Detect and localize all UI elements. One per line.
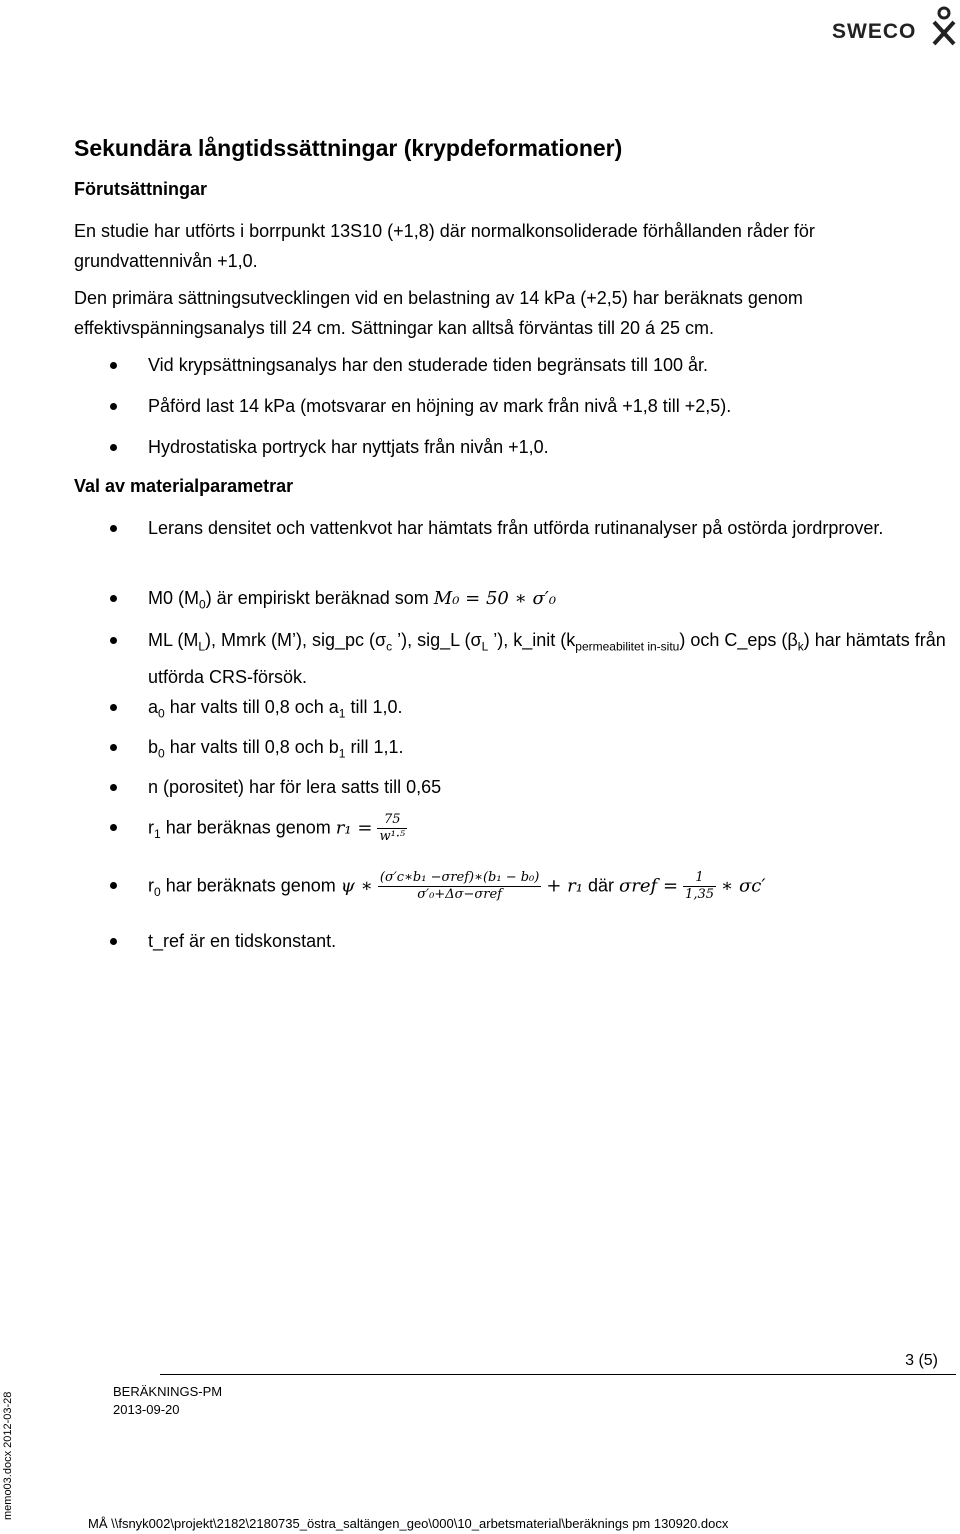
b2-text: M0 (M (148, 588, 199, 608)
sweco-mark-icon (931, 6, 957, 46)
b8-sub: 0 (154, 884, 161, 899)
footer-date: 2013-09-20 (113, 1402, 180, 1417)
footer-doc-type: BERÄKNINGS-PM (113, 1384, 223, 1399)
heading-materialparametrar: Val av materialparametrar (74, 476, 294, 496)
b3-a: ML (M (148, 630, 199, 650)
r0-numerator: (σ′c∗b₁ −σref)∗(b₁ − b₀) (379, 870, 540, 885)
b3-sub4: permeabilitet in-situ (575, 639, 680, 654)
bullet-creep-time: Vid krypsättningsanalys har den studerade tiden begränsats till 100 år. (148, 350, 948, 380)
formula-r1-lhs: r₁ = (335, 817, 373, 839)
b3-c: ’), sig_L (σ (392, 630, 482, 650)
bullet-a0 (148, 692, 948, 729)
bullet-crs-params (148, 625, 948, 692)
b4-sub1: 0 (158, 706, 165, 721)
r0-denominator: σ′₀+Δσ−σref (417, 887, 502, 902)
b4-c: till 1,0. (345, 697, 403, 717)
b5-b: har valts till 0,8 och b (164, 737, 339, 757)
b3-sub2: c (386, 639, 393, 654)
formula-psi: ψ ∗ (340, 875, 373, 897)
b8-b: har beräknats genom (160, 875, 341, 896)
paragraph-primary-settlement: Den primära sättningsutvecklingen vid en belastning av 14 kPa (+2,5) har beräknats genom effektivspänningsanalys till 24 cm. Sättningar kan alltså förväntas till 20 á 25 cm. (74, 288, 803, 338)
b3-f: ) har hämtats från utförda CRS-försök. (148, 630, 946, 687)
paragraph-study: En studie har utförts i borrpunkt 13S10 (+1,8) där normalkonsoliderade förhållanden råder för grundvattennivån +1,0. (74, 221, 815, 271)
b3-sub3: L (481, 639, 489, 654)
sweco-logo (832, 6, 957, 46)
formula-sigma-c: ∗ σc′ (721, 875, 766, 897)
bullet-load: Påförd last 14 kPa (motsvarar en höjning av mark från nivå +1,8 till +2,5). (148, 391, 948, 421)
b3-sub5: k (797, 639, 804, 654)
b5-a: b (148, 737, 159, 757)
bullet-r0 (148, 870, 948, 907)
bullet-porosity: n (porositet) har för lera satts till 0,65 (148, 772, 948, 802)
b3-b: ), Mmrk (M’), sig_pc (σ (205, 630, 387, 650)
logo-text: SWECO (832, 20, 917, 43)
b5-c: rill 1,1. (345, 737, 404, 757)
b8-dar: där (582, 875, 620, 896)
r1-numerator: 75 (377, 812, 407, 829)
bullet-tref: t_ref är en tidskonstant. (148, 926, 948, 956)
template-label: memo03.docx 2012-03-28 (2, 1391, 14, 1520)
b5-sub2: 1 (338, 746, 346, 761)
bullet-pore-pressure: Hydrostatiska portryck har nyttjats från nivån +1,0. (148, 432, 948, 462)
formula-r0-fraction (378, 870, 541, 903)
b5-sub1: 0 (158, 746, 165, 761)
formula-r1-fraction (377, 812, 407, 845)
template-label-container (0, 1380, 20, 1520)
footer-file-path: MÅ \\fsnyk002\projekt\2182\2180735_östra_saltängen_geo\000\10_arbetsmaterial\beräknings pm 130920.docx (88, 1516, 729, 1531)
b8-a: r (148, 875, 154, 896)
b4-b: har valts till 0,8 och a (164, 697, 339, 717)
bullet-r1 (148, 812, 948, 849)
sigref-numerator: 1 (683, 870, 716, 887)
b2-sub: 0 (199, 597, 206, 612)
formula-sigref: σref = (619, 875, 679, 897)
b7-a: r (148, 817, 154, 838)
b7-b: har beräknas genom (160, 817, 336, 838)
bullet-b0 (148, 732, 948, 769)
b2-rest: ) är empiriskt beräknad som (205, 588, 434, 608)
heading-forutsattningar: Förutsättningar (74, 179, 207, 199)
formula-m0: M₀ = 50 ∗ σ′₀ (433, 588, 557, 609)
footer-divider (160, 1374, 956, 1375)
b3-d: ’), k_init (k (488, 630, 576, 650)
page-title: Sekundära långtidssättningar (krypdeformationer) (74, 135, 623, 161)
b3-e: ) och C_eps (β (679, 630, 798, 650)
b4-sub2: 1 (338, 706, 346, 721)
b3-sub1: L (198, 639, 206, 654)
bullet-m0 (148, 583, 948, 620)
r1-denominator: w¹·⁵ (379, 829, 406, 844)
formula-plus-r1: + r₁ (546, 875, 583, 897)
formula-sigref-fraction (683, 870, 716, 903)
b7-sub: 1 (154, 826, 161, 841)
page-number: 3 (5) (905, 1352, 938, 1369)
sigref-denominator: 1,35 (685, 887, 714, 902)
bullet-density: Lerans densitet och vattenkvot har hämtats från utförda rutinanalyser på ostörda jordrprover. (148, 513, 948, 543)
b4-a: a (148, 697, 159, 717)
